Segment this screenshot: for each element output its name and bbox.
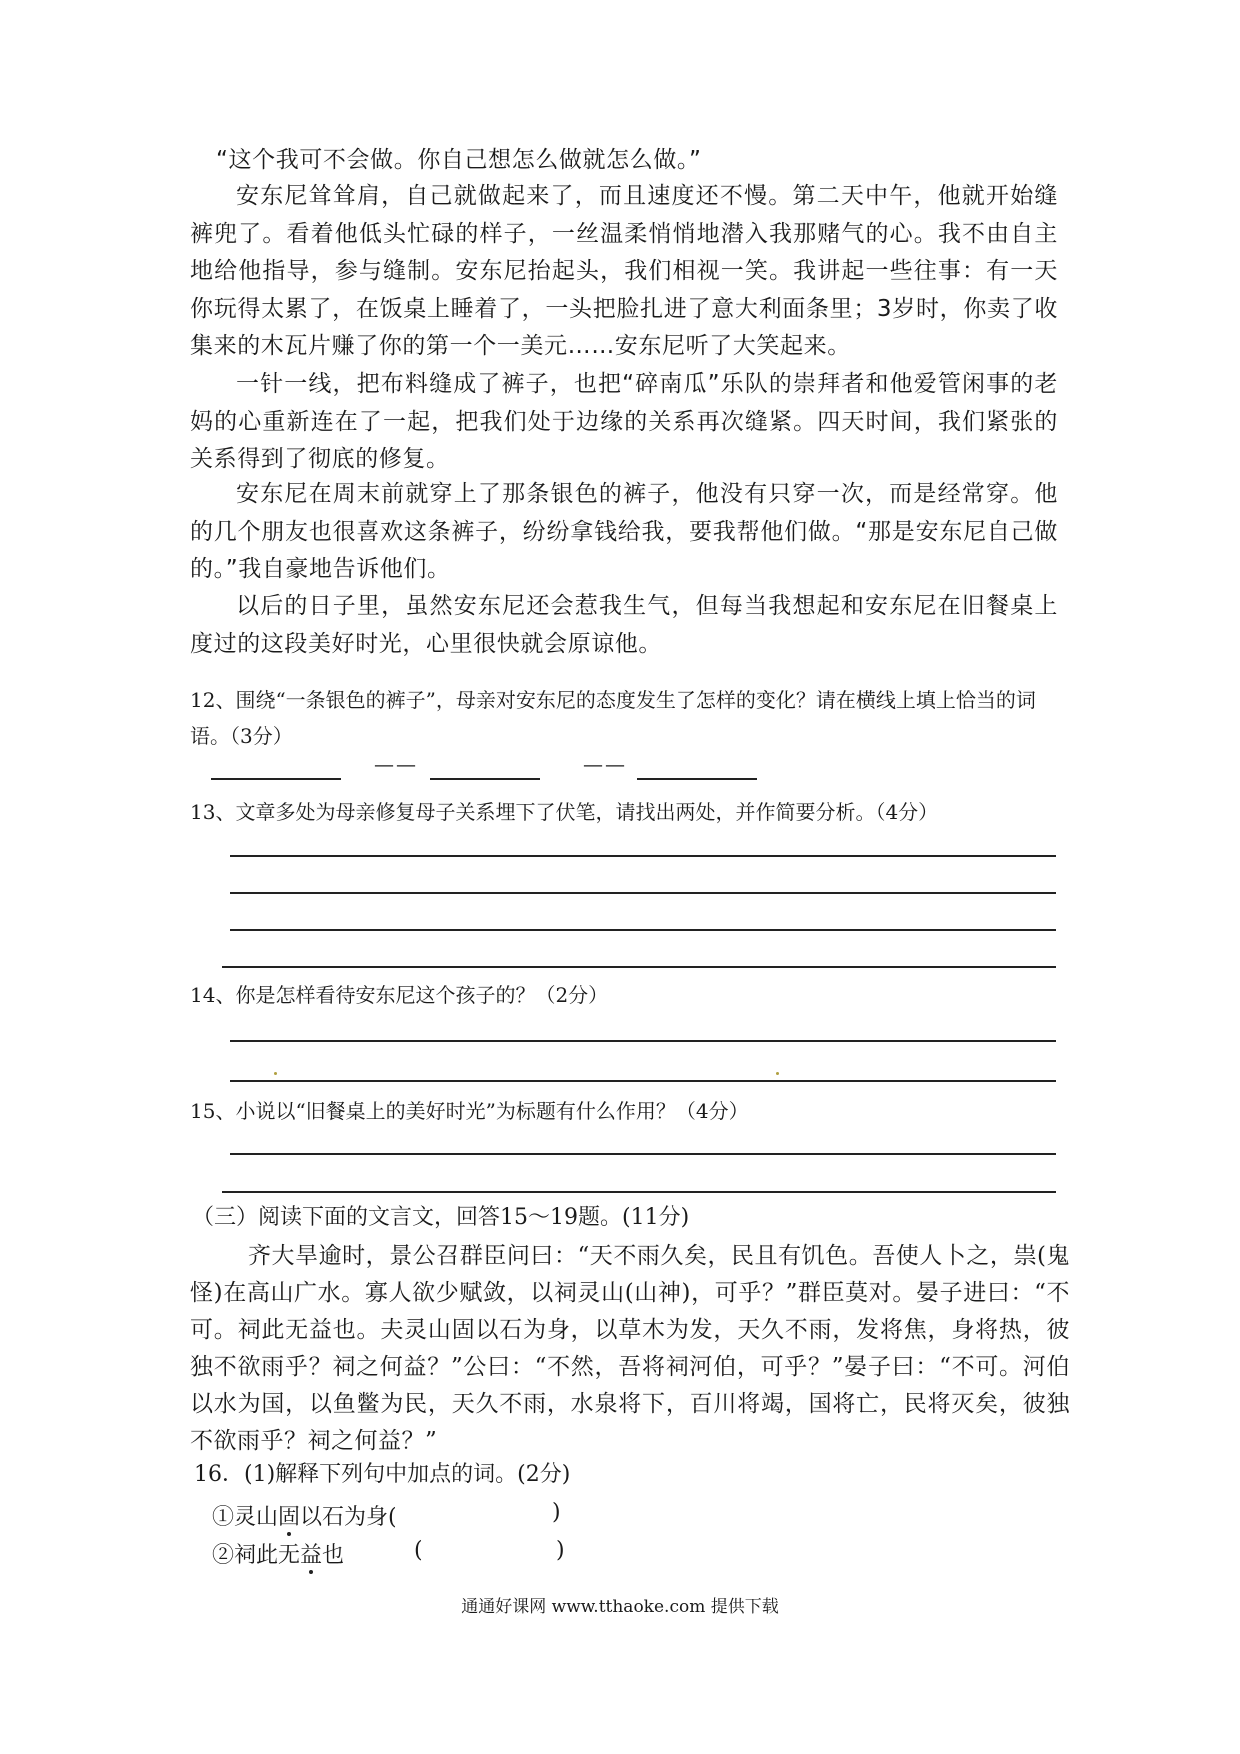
item-2-suffix: 也 xyxy=(322,1543,345,1568)
question-12: 12、围绕“一条银色的裤子”，母亲对安东尼的态度发生了怎样的变化？请在横线上填上恰当的词语。（3分） xyxy=(190,688,1036,748)
answer-line-12a[interactable] xyxy=(211,778,341,780)
answer-line-13a[interactable] xyxy=(230,855,1056,857)
answer-line-12b[interactable] xyxy=(430,778,540,780)
answer-line-15b[interactable] xyxy=(222,1191,1056,1193)
download-footer: 通通好课网 www.tthaoke.com 提供下载 xyxy=(461,1597,779,1617)
story-paragraph-2: 安东尼耸耸肩，自己就做起来了，而且速度还不慢。第二天中午，他就开始缝裤兜了。看着他低头忙碌的样子，一丝温柔悄悄地潜入我那赌气的心。我不由自主地给他指导，参与缝制。安东尼抬起头，我们相视一笑。我讲起一些往事：有一天你玩得太累了，在饭桌上睡着了，一头把脸扎进了意大利面条里；3岁时，你卖了收集来的木瓦片赚了你的第一个一美元……安东尼听了大笑起来。 xyxy=(190,183,1058,359)
speck-mark xyxy=(776,1072,779,1075)
dash-12a: —— xyxy=(374,752,418,776)
item-2-close-paren: ) xyxy=(556,1538,565,1563)
question-16: 16．(1)解释下列句中加点的词。(2分) xyxy=(194,1462,571,1487)
item-1-prefix: ①灵山 xyxy=(212,1505,279,1530)
question-14: 14、你是怎样看待安东尼这个孩子的？（2分） xyxy=(190,983,609,1007)
question-13: 13、文章多处为母亲修复母子关系埋下了伏笔，请找出两处，并作简要分析。（4分） xyxy=(190,800,939,824)
answer-line-14a[interactable] xyxy=(230,1040,1056,1042)
story-paragraph-4: 安东尼在周末前就穿上了那条银色的裤子，他没有只穿一次，而是经常穿。他的几个朋友也很喜欢这条裤子，纷纷拿钱给我，要我帮他们做。“那是安东尼自己做的。”我自豪地告诉他们。 xyxy=(190,481,1058,582)
answer-line-13c[interactable] xyxy=(230,929,1056,931)
story-paragraph-3: 一针一线，把布料缝成了裤子，也把“碎南瓜”乐队的崇拜者和他爱管闲事的老妈的心重新连在了一起，把我们处于边缘的关系再次缝紧。四天时间，我们紧张的关系得到了彻底的修复。 xyxy=(190,371,1058,472)
question-15: 15、小说以“旧餐桌上的美好时光”为标题有什么作用？（4分） xyxy=(190,1099,749,1123)
item-1-dotted-word: 固 xyxy=(278,1505,301,1530)
story-paragraph-1: “这个我可不会做。你自己想怎么做就怎么做。” xyxy=(216,147,702,173)
item-2-dotted-word: 益 xyxy=(300,1543,323,1568)
item-2-prefix: ②祠此无 xyxy=(212,1543,301,1568)
speck-mark xyxy=(274,1072,277,1075)
classical-text: 齐大旱逾时，景公召群臣问曰：“天不雨久矣，民且有饥色。吾使人卜之，祟(鬼怪)在高山广水。寡人欲少赋敛，以祠灵山(山神)，可乎？”群臣莫对。晏子进曰：“不可。祠此无益也。夫灵山固以石为身，以草木为发，天久不雨，发将焦，身将热，彼独不欲雨乎？祠之何益？”公曰：“不然，吾将祠河伯，可乎？”晏子曰：“不可。河伯以水为国，以鱼鳖为民，天久不雨，水泉将下，百川将竭，国将亡，民将灭矣，彼独不欲雨乎？祠之何益？” xyxy=(190,1243,1070,1454)
question-16-item-2 xyxy=(212,1538,344,1569)
answer-line-12c[interactable] xyxy=(637,778,757,780)
item-1-suffix: 以石为身( xyxy=(300,1505,397,1530)
dash-12b: —— xyxy=(583,752,627,776)
question-16-item-1 xyxy=(212,1500,397,1531)
answer-line-15a[interactable] xyxy=(230,1153,1056,1155)
classical-heading: （三）阅读下面的文言文，回答15～19题。(11分) xyxy=(192,1205,690,1230)
answer-line-14b[interactable] xyxy=(230,1080,1056,1082)
answer-line-13b[interactable] xyxy=(230,892,1056,894)
item-2-open-paren: ( xyxy=(414,1538,423,1563)
story-paragraph-5: 以后的日子里，虽然安东尼还会惹我生气，但每当我想起和安东尼在旧餐桌上度过的这段美好时光，心里很快就会原谅他。 xyxy=(190,593,1058,657)
answer-line-13d[interactable] xyxy=(222,966,1056,968)
item-1-close-paren: ) xyxy=(552,1500,561,1525)
